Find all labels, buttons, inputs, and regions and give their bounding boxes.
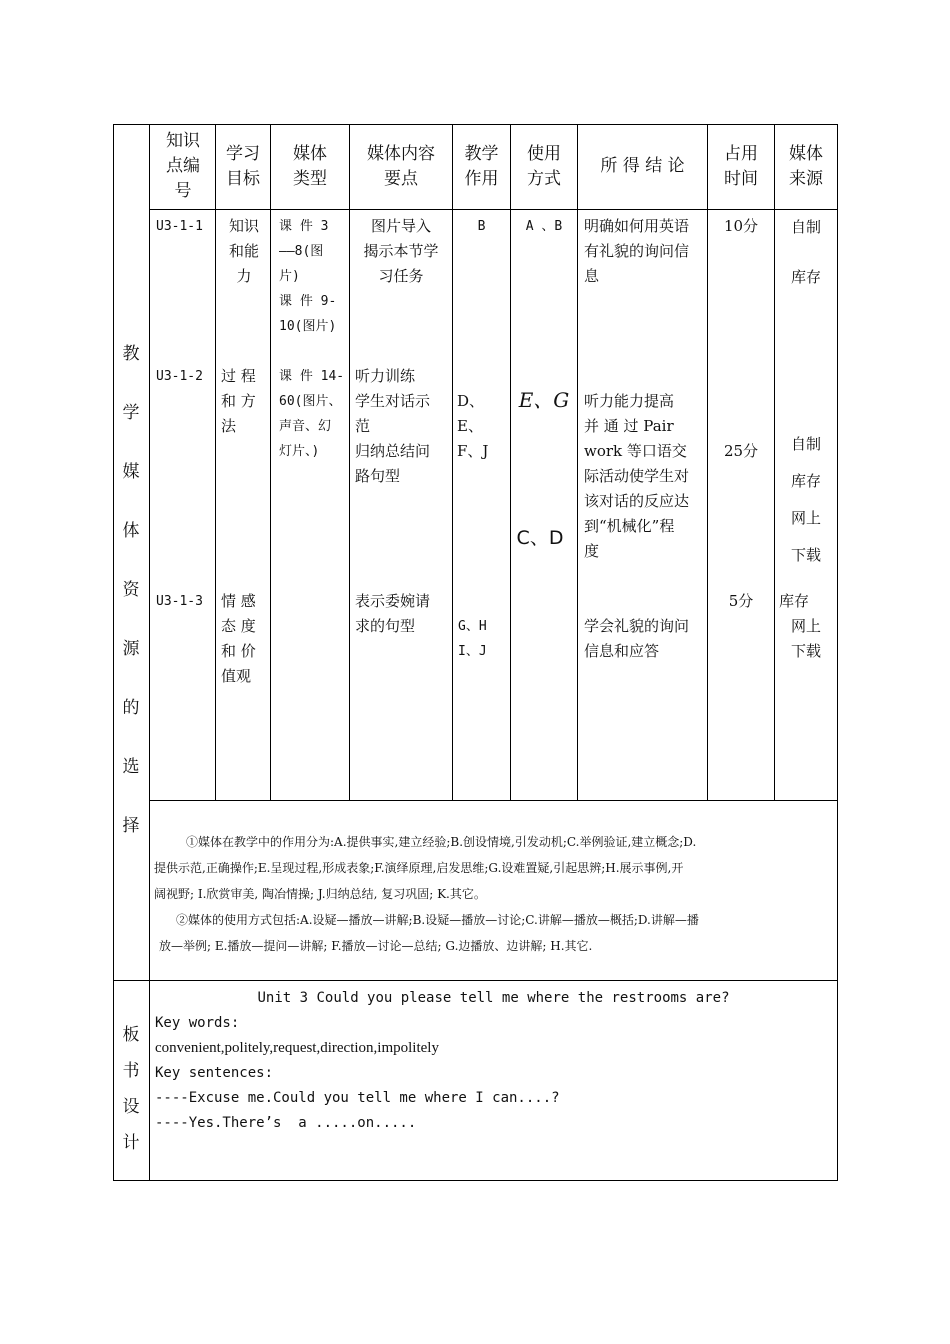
table-right-border: [837, 124, 838, 1181]
table-top-border: [113, 124, 838, 125]
note-line-4: ②媒体的使用方式包括:A.设疑—播放—讲解;B.设疑—播放—讨论;C.讲解—播放—概括;D.讲解—播: [176, 913, 699, 927]
row1-conclusion: 明确如何用英语 有礼貌的询问信 息: [584, 217, 690, 285]
column-divider-2: [270, 124, 271, 801]
row2-usage-b: C、D: [516, 527, 564, 549]
row1-source: 自制 库存: [790, 218, 821, 286]
row3-goal: 情 感 态 度 和 价 值观: [221, 592, 256, 685]
board-key-words: convenient,politely,request,direction,impolitely: [155, 1040, 439, 1056]
row2-goal: 过 程 和 方 法: [221, 367, 256, 435]
column-divider-6: [577, 124, 578, 801]
row2-content: 听力训练 学生对话示 范 归纳总结问 路句型: [355, 367, 431, 485]
header-role-line-1: 教学: [464, 144, 499, 164]
board-sentence-2: ----Yes.There’s a .....on.....: [155, 1115, 417, 1131]
header-conclusion: 所 得 结 论: [600, 156, 685, 176]
header-time-line-2: 时间: [724, 169, 758, 189]
header-knowledge-id-line-2: 点编: [166, 156, 200, 176]
header-role: [453, 142, 510, 192]
row3-source: 库存 网上 下载: [779, 592, 821, 660]
row2-role: D、E、 F、J: [457, 392, 489, 460]
row3-role: G、H I、J: [458, 619, 487, 659]
board-sentence-1: ----Excuse me.Could you tell me where I can....?: [155, 1090, 560, 1106]
row1-id: U3-1-1: [156, 219, 203, 234]
header-media-type-line-2: 类型: [293, 169, 327, 189]
side-label-media: 教 学 媒 体 资 源 的 选 择: [122, 344, 140, 836]
header-usage: [511, 142, 577, 192]
row2-conclusion: 听力能力提高 并 通 过 Pair work 等口语交 际活动使学生对 该对话的反应达 到“机械化”程 度: [584, 392, 690, 560]
row1-time: 10分: [723, 217, 759, 235]
header-usage-line-2: 方式: [527, 169, 561, 189]
side-column-divider: [149, 124, 150, 1181]
row1-goal: 知识 和能 力: [228, 217, 259, 285]
row1-role: B: [477, 219, 486, 234]
header-divider: [149, 209, 838, 210]
note-line-2: 提供示范,正确操作;E.呈现过程,形成表象;F.演绎原理,启发思维;G.设难置疑,引起思辨;H.展示事例,开: [154, 861, 684, 875]
row1-content: 图片导入 揭示本节学 习任务: [363, 217, 439, 285]
side-label-board: 板 书 设 计: [122, 1025, 140, 1153]
header-source: [775, 142, 837, 192]
header-knowledge-id-line-1: 知识: [166, 131, 200, 151]
row3-conclusion: 学会礼貌的询问 信息和应答: [584, 617, 690, 660]
header-content-line-1: 媒体内容: [367, 144, 435, 164]
header-time-line-1: 占用: [724, 144, 758, 164]
row1-media-type: 课 件 3 ——8(图 片) 课 件 9- 10(图片): [279, 219, 337, 334]
header-learning-goal-line-2: 目标: [226, 169, 260, 189]
board-title: Unit 3 Could you please tell me where the restrooms are?: [257, 990, 730, 1006]
header-media-type: [271, 142, 349, 192]
table-bottom-border: [113, 1180, 838, 1181]
board-key-sentences-label: Key sentences:: [155, 1065, 274, 1081]
row1-usage: A 、B: [525, 219, 563, 234]
header-source-line-1: 媒体: [789, 144, 823, 164]
note-line-1: ①媒体在教学中的作用分为:A.提供事实,建立经验;B.创设情境,引发动机;C.举例验证,建立概念;D.: [186, 835, 697, 849]
column-divider-1: [215, 124, 216, 801]
header-learning-goal: [216, 142, 270, 192]
header-content-line-2: 要点: [384, 169, 418, 189]
header-content: [350, 142, 452, 192]
header-knowledge-id-line-3: 号: [174, 181, 192, 201]
board-top-divider: [113, 980, 838, 981]
notes-top-divider: [149, 800, 838, 801]
row2-id: U3-1-2: [156, 369, 203, 384]
header-learning-goal-line-1: 学习: [226, 144, 260, 164]
header-usage-line-1: 使用: [527, 144, 561, 164]
row2-time: 25分: [723, 442, 759, 460]
row3-id: U3-1-3: [156, 594, 203, 609]
row3-content: 表示委婉请 求的句型: [355, 592, 431, 635]
header-role-line-2: 作用: [464, 169, 499, 189]
note-line-3: 阔视野; I.欣赏审美, 陶冶情操; J.归纳总结, 复习巩固; K.其它。: [154, 887, 486, 901]
header-time: [708, 142, 774, 192]
row2-media-type: 课 件 14- 60(图片、 声音、幻 灯片、): [279, 369, 345, 459]
notes-block: [154, 829, 832, 959]
row2-source: 自制 库存 网上 下载: [790, 435, 821, 564]
header-media-type-line-1: 媒体: [293, 144, 327, 164]
column-divider-3: [349, 124, 350, 801]
header-source-line-2: 来源: [789, 169, 823, 189]
note-line-5: 放—举例; E.播放—提问—讲解; F.播放—讨论—总结; G.边播放、边讲解; H.其它.: [159, 939, 593, 953]
board-key-words-label: Key words:: [155, 1015, 240, 1031]
row3-time: 5分: [728, 592, 754, 610]
row2-usage-a: E、G: [518, 388, 570, 412]
header-knowledge-id: [156, 129, 210, 204]
